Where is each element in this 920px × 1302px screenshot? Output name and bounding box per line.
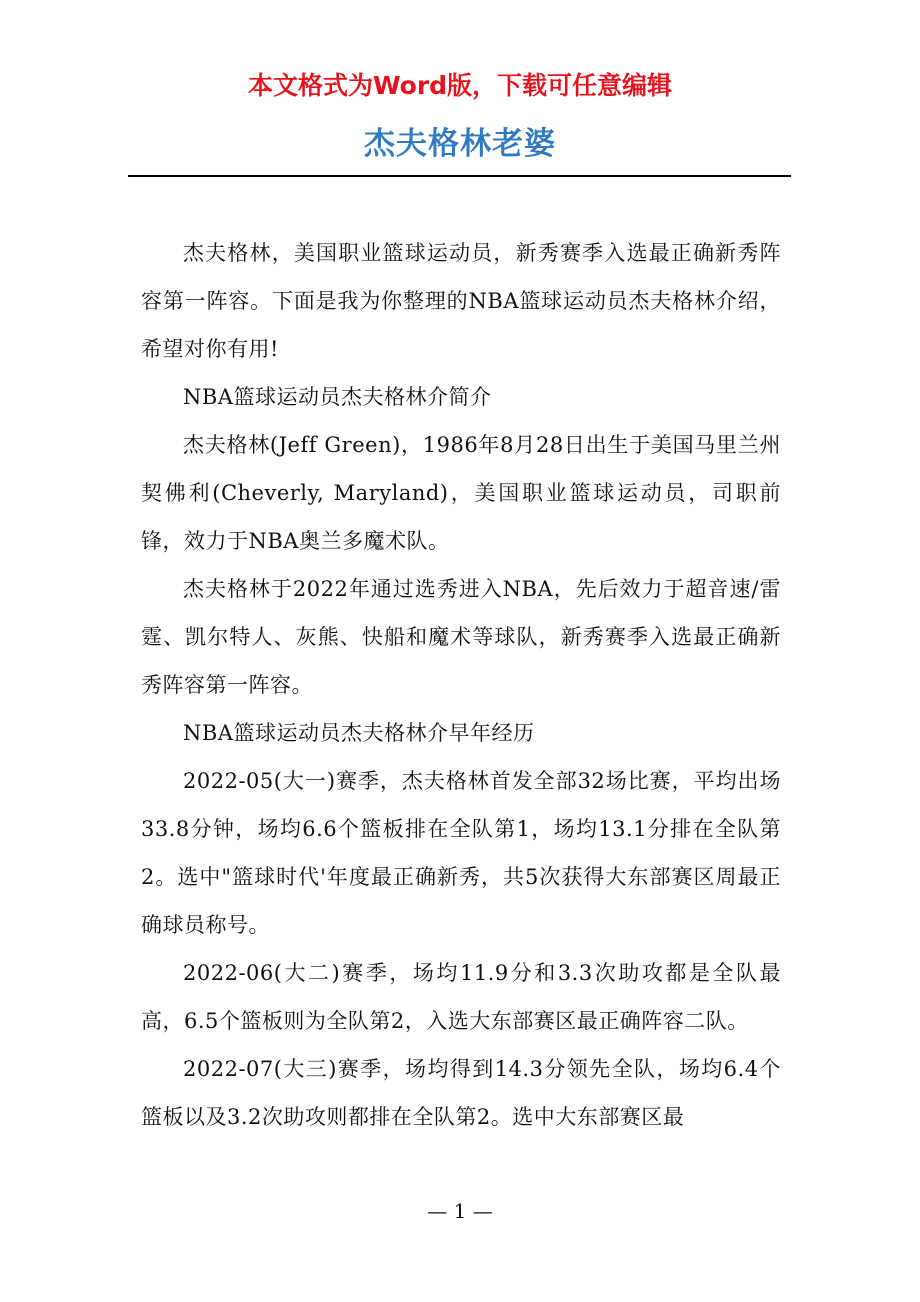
season-freshman-paragraph: 2022-05(大一)赛季，杰夫格林首发全部32场比赛，平均出场33.8分钟，场均6.6个篮板排在全队第1，场均13.1分排在全队第2。选中"篮球时代'年度最正确新秀，共5次获得大东部赛区周最正确球员称号。 bbox=[141, 769, 781, 937]
document-body bbox=[141, 229, 781, 1141]
season-sophomore-paragraph: 2022-06(大二)赛季，场均11.9分和3.3次助攻都是全队最高，6.5个篮板则为全队第2，入选大东部赛区最正确阵容二队。 bbox=[141, 961, 781, 1033]
format-notice-banner: 本文格式为Word版，下载可任意编辑 bbox=[247, 71, 673, 100]
season-junior-paragraph: 2022-07(大三)赛季，场均得到14.3分领先全队，场均6.4个篮板以及3.2次助攻则都排在全队第2。选中大东部赛区最 bbox=[141, 1057, 781, 1129]
section-heading-profile: NBA篮球运动员杰夫格林介简介 bbox=[183, 385, 492, 409]
document-title: 杰夫格林老婆 bbox=[364, 126, 556, 162]
career-paragraph: 杰夫格林于2022年通过选秀进入NBA，先后效力于超音速/雷霆、凯尔特人、灰熊、快船和魔术等球队，新秀赛季入选最正确新秀阵容第一阵容。 bbox=[141, 577, 781, 697]
intro-paragraph: 杰夫格林，美国职业篮球运动员，新秀赛季入选最正确新秀阵容第一阵容。下面是我为你整理的NBA篮球运动员杰夫格林介绍，希望对你有用! bbox=[141, 241, 781, 361]
page-number: — 1 — bbox=[427, 1199, 493, 1223]
title-divider bbox=[128, 175, 791, 177]
profile-paragraph: 杰夫格林(Jeff Green)，1986年8月28日出生于美国马里兰州契佛利(Cheverly, Maryland)，美国职业篮球运动员，司职前锋，效力于NBA奥兰多魔术队。 bbox=[141, 433, 781, 553]
section-heading-early-years: NBA篮球运动员杰夫格林介早年经历 bbox=[183, 721, 535, 745]
